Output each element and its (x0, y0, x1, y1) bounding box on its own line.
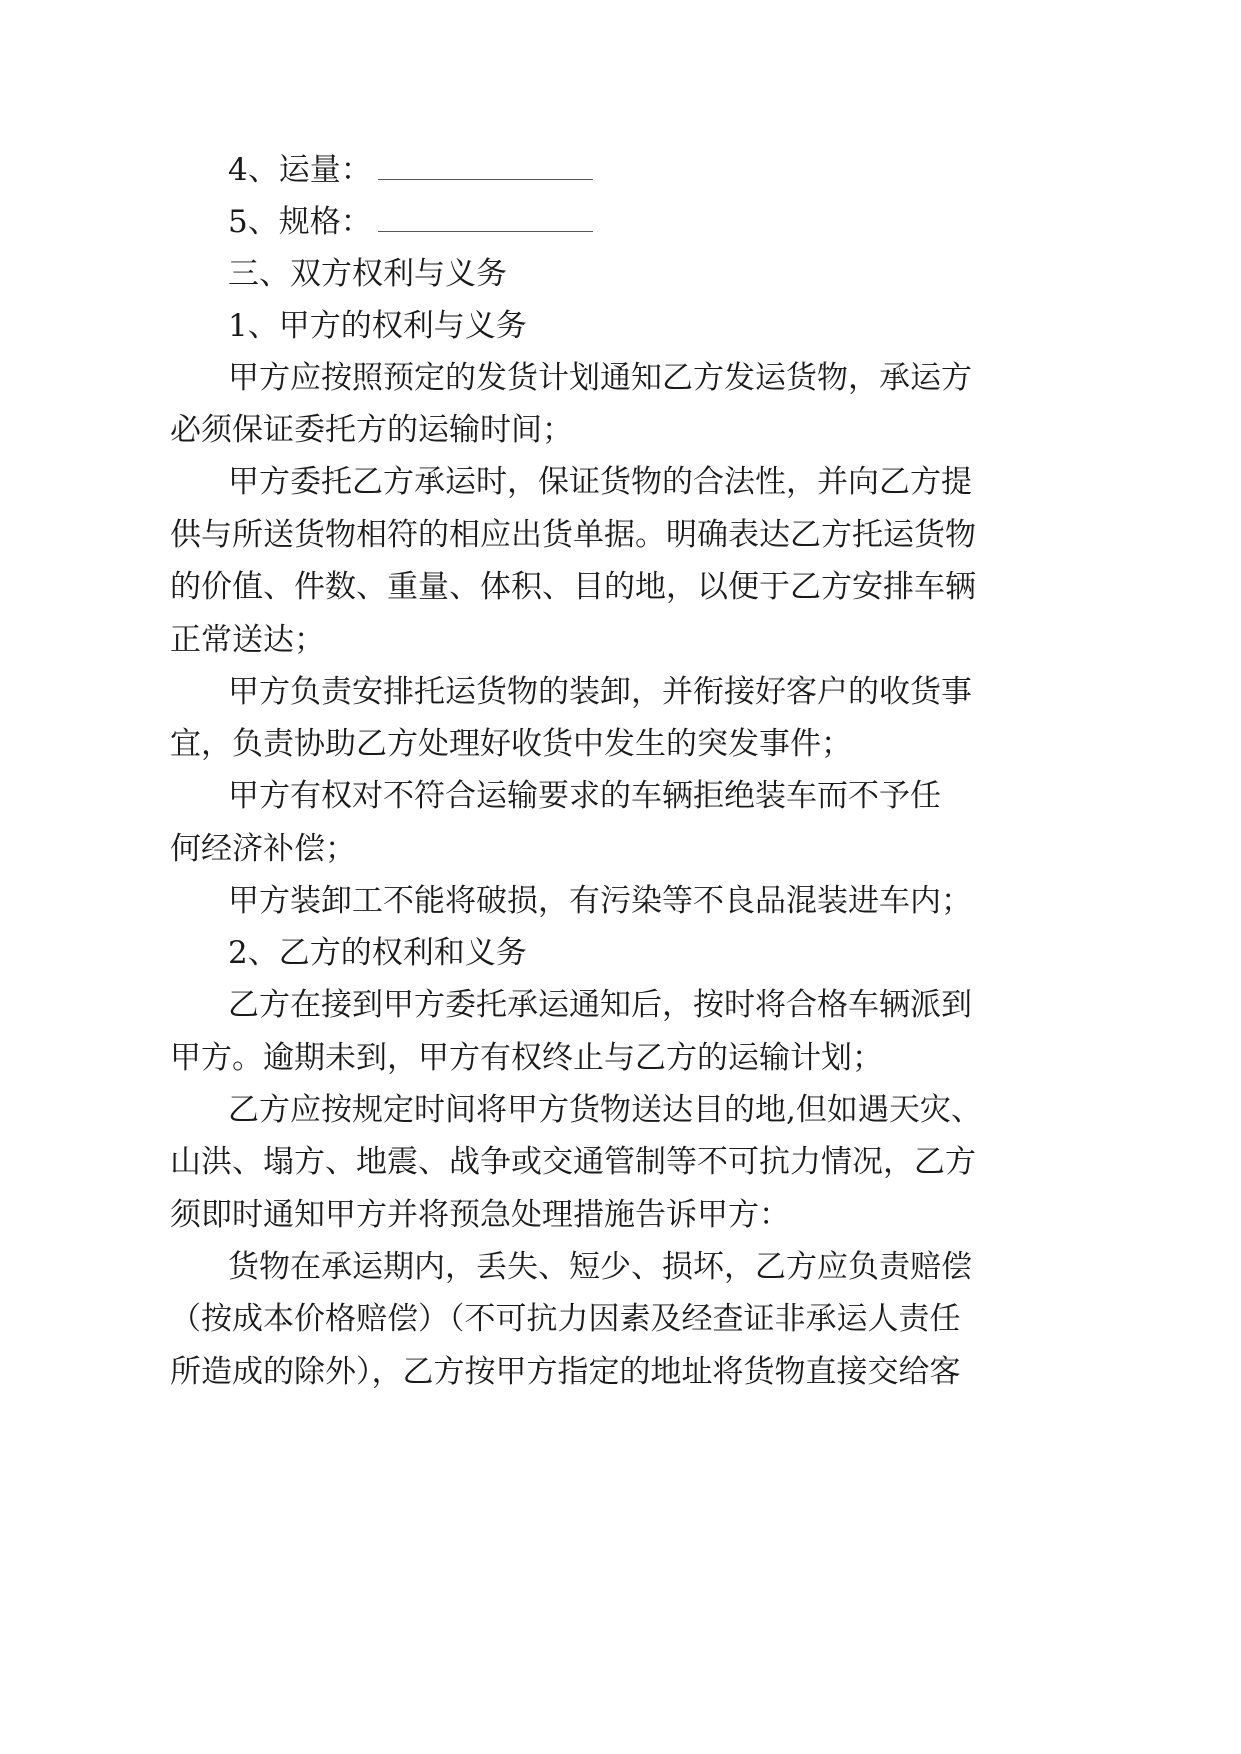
paragraph-line: 必须保证委托方的运输时间； (170, 412, 573, 448)
paragraph-line: 须即时通知甲方并将预急处理措施告诉甲方： (170, 1197, 790, 1233)
paragraph-line: 正常送达； (170, 622, 325, 658)
subsection-heading-a: 1、甲方的权利与义务 (228, 308, 527, 344)
paragraph-line: （按成本价格赔偿）（不可抗力因素及经查证非承运人责任 (170, 1301, 961, 1337)
volume-blank-field (378, 155, 593, 180)
paragraph-line: 甲方。逾期未到，甲方有权终止与乙方的运输计划； (170, 1040, 883, 1076)
paragraph-line: 甲方装卸工不能将破损，有污染等不良品混装进车内； (228, 883, 972, 919)
paragraph-line: 何经济补偿； (170, 831, 356, 867)
paragraph-line: 所造成的除外），乙方按甲方指定的地址将货物直接交给客 (170, 1354, 961, 1390)
paragraph-line: 宜，负责协助乙方处理好收货中发生的突发事件； (170, 726, 852, 762)
spec-blank-field (378, 207, 593, 232)
paragraph-line: 甲方委托乙方承运时，保证货物的合法性，并向乙方提 (228, 464, 972, 500)
paragraph-line: 甲方应按照预定的发货计划通知乙方发运货物，承运方 (228, 360, 972, 396)
paragraph-line: 货物在承运期内，丢失、短少、损坏，乙方应负责赔偿 (228, 1249, 972, 1285)
subsection-heading-b: 2、乙方的权利和义务 (228, 935, 527, 971)
paragraph-line: 乙方在接到甲方委托承运通知后，按时将合格车辆派到 (228, 987, 972, 1023)
paragraph-line: 山洪、塌方、地震、战争或交通管制等不可抗力情况，乙方 (170, 1144, 976, 1180)
item-spec (228, 202, 593, 242)
item-volume (228, 150, 593, 190)
item-spec-label: 5、规格： (228, 204, 372, 240)
paragraph-line: 的价值、件数、重量、体积、目的地，以便于乙方安排车辆 (170, 569, 976, 605)
paragraph-line: 乙方应按规定时间将甲方货物送达目的地,但如遇天灾、 (228, 1092, 982, 1128)
item-volume-label: 4、运量： (228, 152, 372, 188)
paragraph-line: 甲方有权对不符合运输要求的车辆拒绝装车而不予任 (228, 778, 941, 814)
section-heading: 三、双方权利与义务 (228, 256, 507, 292)
paragraph-line: 供与所送货物相符的相应出货单据。明确表达乙方托运货物 (170, 517, 976, 553)
paragraph-line: 甲方负责安排托运货物的装卸，并衔接好客户的收货事 (228, 674, 972, 710)
